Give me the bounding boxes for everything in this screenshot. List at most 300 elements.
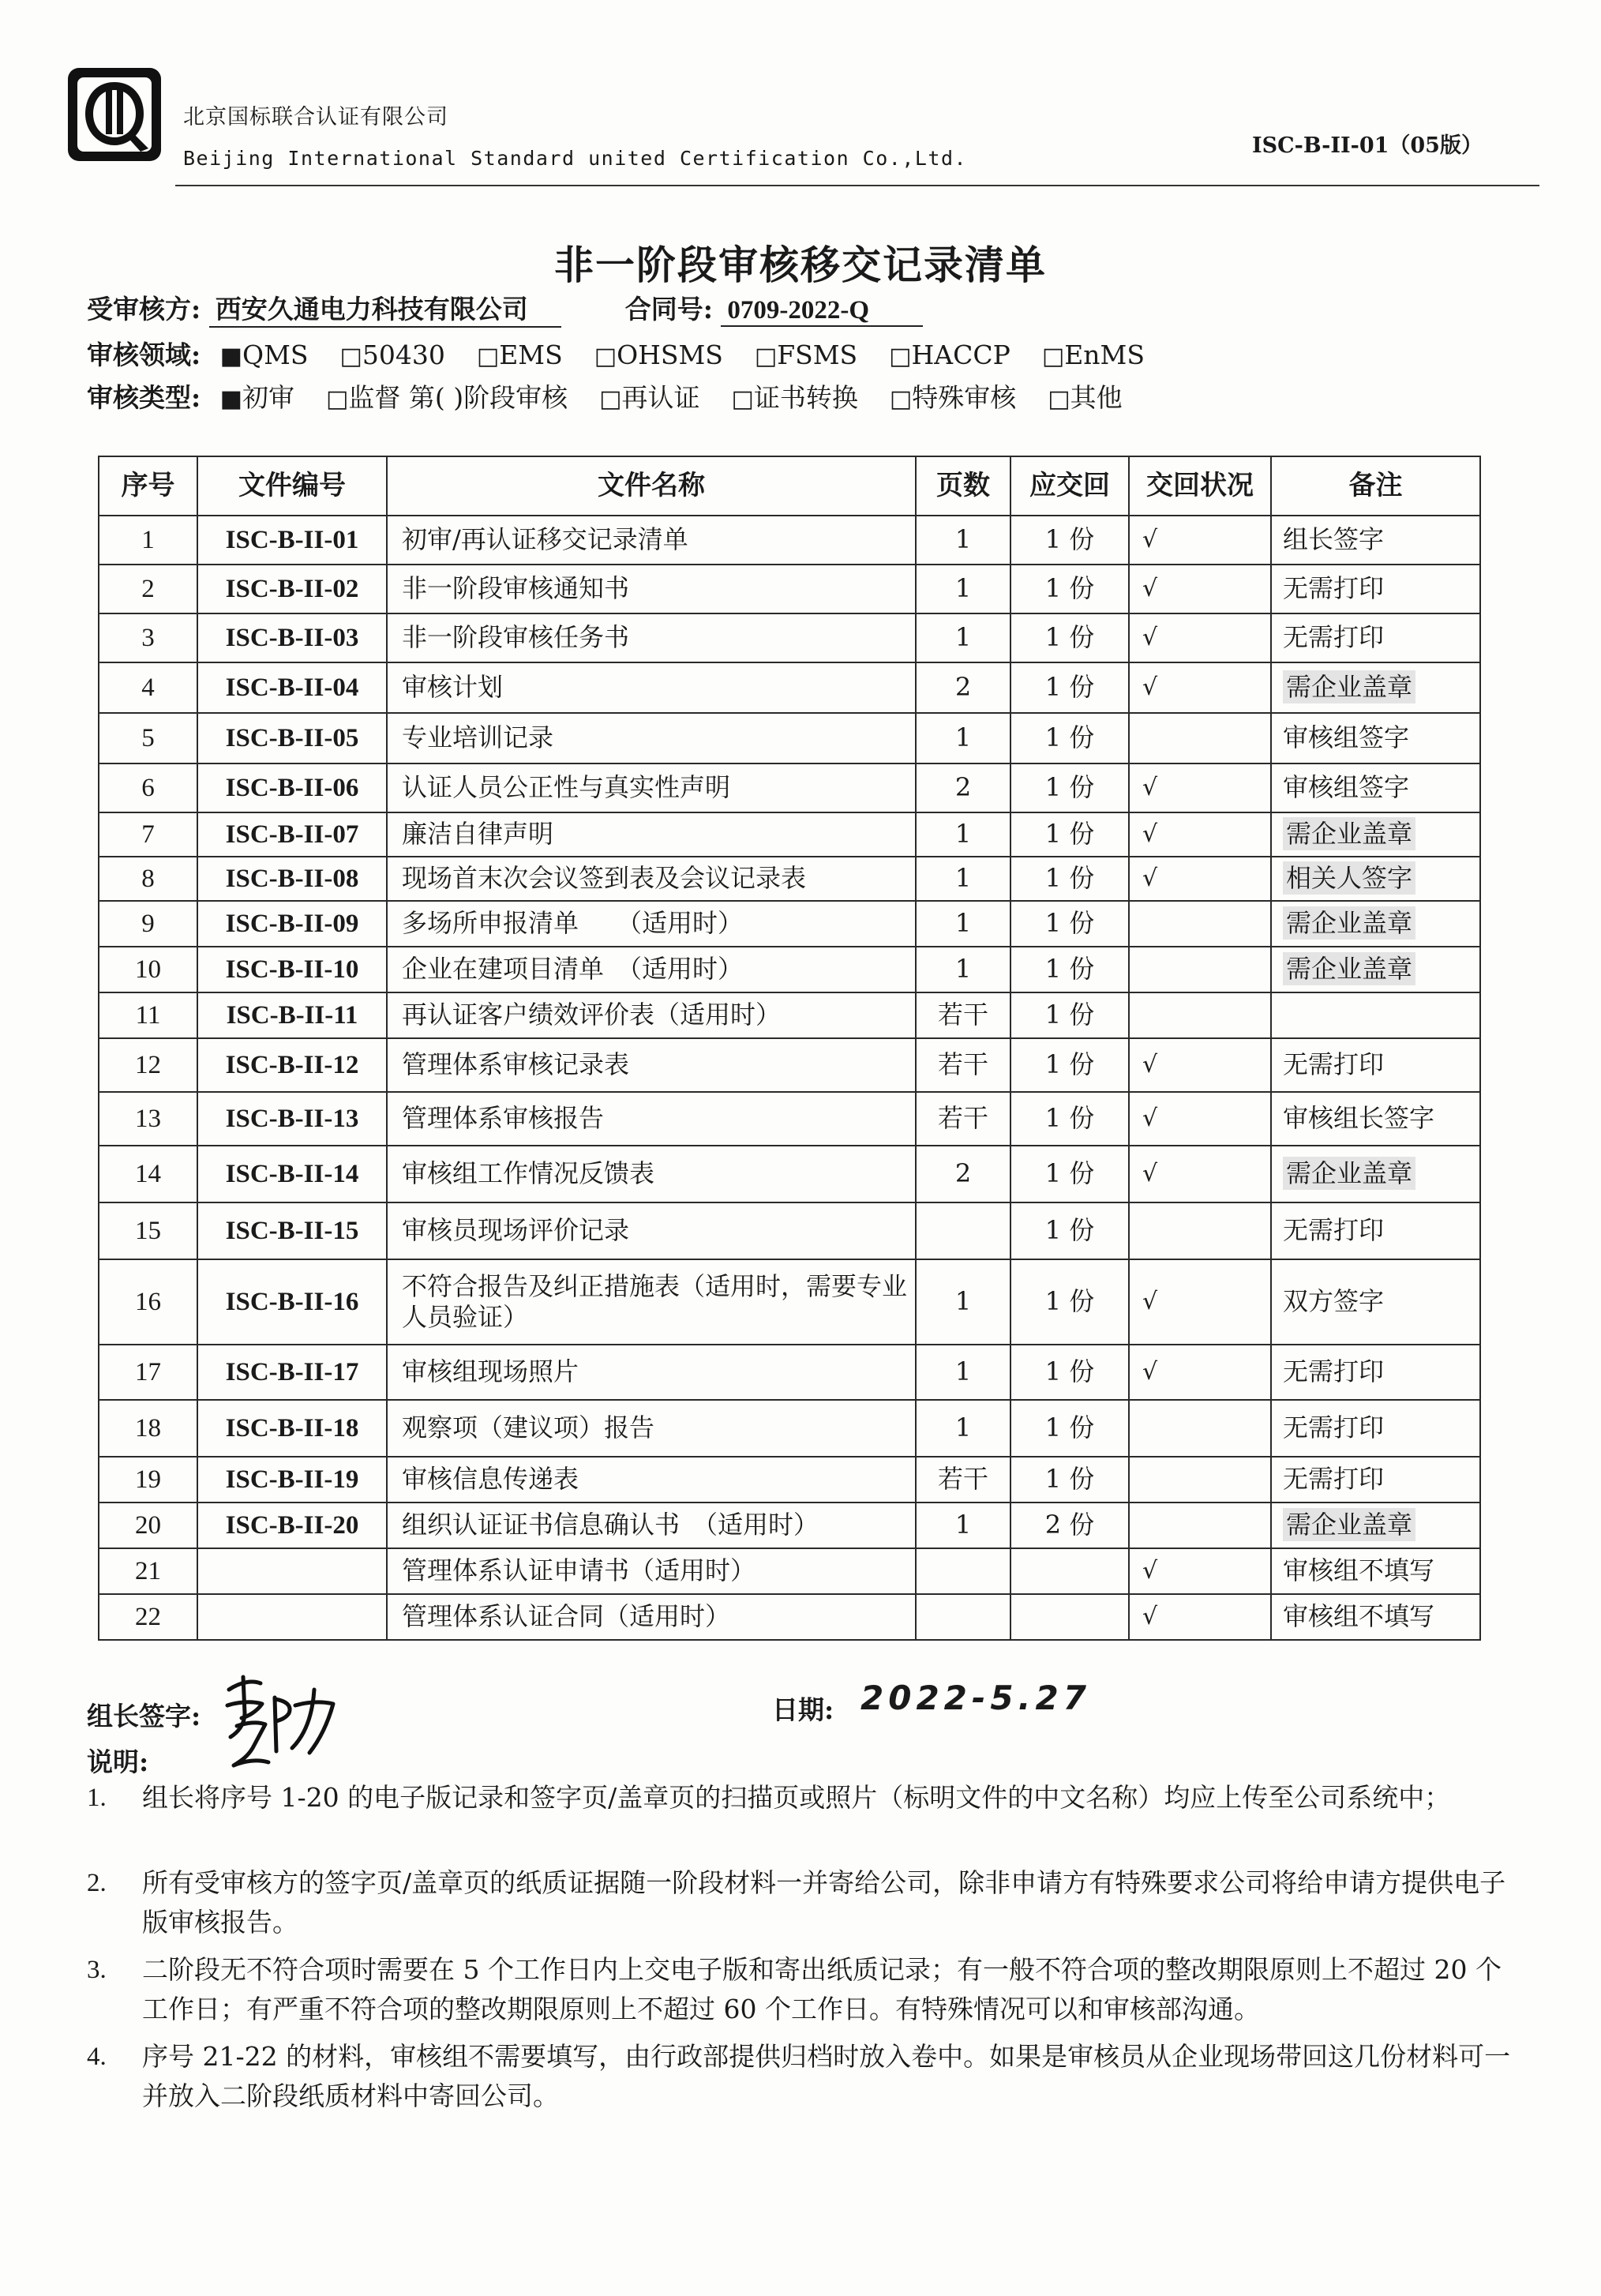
row-number-cell (99, 1345, 197, 1400)
audited-party-value: 西安久通电力科技有限公司 (209, 289, 561, 328)
copies-due-cell (1010, 763, 1129, 812)
remark-cell (1271, 713, 1480, 763)
file-name: 审核信息传递表 (402, 1464, 579, 1495)
file-code-cell (197, 1548, 387, 1594)
page-count-cell (916, 1259, 1010, 1345)
remark-cell (1271, 1457, 1480, 1503)
return-status-cell (1129, 1400, 1271, 1457)
remark: 无需打印 (1283, 622, 1385, 653)
audited-party-row (87, 289, 923, 328)
table-row (99, 1146, 1480, 1202)
file-code: ISC-B-II-20 (225, 1510, 359, 1540)
file-name: 审核组现场照片 (402, 1356, 579, 1387)
table-row (99, 1092, 1480, 1146)
table-row (99, 1548, 1480, 1594)
checkbox-label: HACCP (911, 340, 1010, 370)
return-status-cell (1129, 947, 1271, 992)
checkbox-option (477, 340, 563, 370)
row-number: 17 (135, 1357, 161, 1386)
return-status: √ (1142, 1602, 1158, 1630)
file-name: 多场所申报清单 （适用时） (402, 908, 744, 939)
remark: 需企业盖章 (1283, 952, 1415, 985)
file-name-cell (387, 565, 916, 613)
remark: 需企业盖章 (1283, 1508, 1415, 1541)
file-code: ISC-B-II-04 (225, 673, 359, 702)
file-name-cell (387, 901, 916, 947)
file-code-cell (197, 1345, 387, 1400)
copies-due: 1 份 (1044, 1464, 1095, 1495)
file-code-cell (197, 713, 387, 763)
row-number: 12 (135, 1050, 161, 1079)
page-count-cell (916, 565, 1010, 613)
remark: 无需打印 (1283, 1215, 1385, 1246)
checkbox-mark: □ (594, 343, 617, 370)
return-status-cell (1129, 516, 1271, 565)
date-value: 2022-5.27 (860, 1679, 1091, 1717)
file-code-cell (197, 947, 387, 992)
row-number-cell (99, 613, 197, 662)
checkbox-label: 证书转换 (753, 382, 858, 413)
col-header-pages: 页数 (916, 456, 1010, 516)
page-count-cell (916, 1594, 1010, 1640)
file-name: 认证人员公正性与真实性声明 (402, 772, 731, 803)
page-count-cell (916, 1092, 1010, 1146)
remark-cell (1271, 1038, 1480, 1092)
file-name-cell (387, 516, 916, 565)
file-code: ISC-B-II-01 (225, 525, 359, 554)
file-code-cell (197, 1092, 387, 1146)
remark: 无需打印 (1283, 1356, 1385, 1387)
return-status: √ (1142, 773, 1158, 801)
row-number-cell (99, 516, 197, 565)
row-number: 22 (135, 1602, 161, 1631)
table-row (99, 1594, 1480, 1640)
copies-due: 1 份 (1044, 672, 1095, 703)
row-number-cell (99, 713, 197, 763)
row-number-cell (99, 1457, 197, 1503)
copies-due-cell (1010, 662, 1129, 713)
file-code-cell (197, 1503, 387, 1548)
copies-due-cell (1010, 1594, 1129, 1640)
file-name-cell (387, 1259, 916, 1345)
copies-due: 1 份 (1044, 622, 1095, 653)
file-name: 审核计划 (402, 672, 504, 703)
row-number: 1 (141, 525, 155, 554)
file-name-cell (387, 1594, 916, 1640)
checkbox-option (755, 340, 857, 370)
return-status-cell (1129, 1594, 1271, 1640)
table-row (99, 1259, 1480, 1345)
copies-due-cell (1010, 947, 1129, 992)
page-count: 1 (954, 722, 972, 753)
file-code-cell (197, 1202, 387, 1259)
checkbox-mark: ■ (219, 343, 243, 370)
file-code-cell (197, 1259, 387, 1345)
note-number: 2. (87, 1869, 107, 1897)
remark: 无需打印 (1283, 1464, 1385, 1495)
return-status-cell (1129, 613, 1271, 662)
checkbox-option (889, 340, 1010, 370)
checkbox-option (220, 382, 294, 413)
audit-type-label: 审核类型: (87, 382, 201, 413)
page-count: 1 (954, 908, 972, 939)
remark: 审核组签字 (1283, 772, 1410, 803)
file-name-cell (387, 1202, 916, 1259)
file-name: 专业培训记录 (402, 722, 554, 753)
date-label: 日期: (772, 1694, 834, 1725)
remark-cell (1271, 1594, 1480, 1640)
checkbox-label: EnMS (1064, 340, 1145, 370)
file-code: ISC-B-II-17 (225, 1357, 359, 1386)
checkbox-option (220, 340, 309, 370)
document-title: 非一阶段审核移交记录清单 (554, 242, 1047, 288)
file-code-cell (197, 1400, 387, 1457)
remark-cell (1271, 857, 1480, 901)
file-name-cell (387, 763, 916, 812)
row-number: 13 (135, 1104, 161, 1133)
checkbox-mark: □ (731, 385, 754, 413)
note-item (87, 1950, 1516, 2029)
copies-due: 1 份 (1044, 1412, 1095, 1443)
page-count-cell (916, 857, 1010, 901)
file-name-cell (387, 1345, 916, 1400)
page-count: 若干 (937, 1049, 988, 1080)
row-number-cell (99, 1503, 197, 1548)
file-code: ISC-B-II-09 (225, 909, 359, 938)
file-code: ISC-B-II-13 (225, 1104, 359, 1133)
page-count: 1 (954, 1412, 972, 1443)
audit-type-row (87, 377, 1123, 415)
copies-due-cell (1010, 901, 1129, 947)
copies-due-cell (1010, 1400, 1129, 1457)
checkbox-option (1042, 340, 1145, 370)
copies-due: 1 份 (1044, 772, 1095, 803)
page-count: 若干 (937, 1000, 988, 1030)
file-name-cell (387, 713, 916, 763)
return-status: √ (1142, 525, 1158, 553)
file-code: ISC-B-II-14 (225, 1159, 359, 1188)
file-code: ISC-B-II-11 (226, 1000, 358, 1030)
return-status-cell (1129, 565, 1271, 613)
handover-table (98, 456, 1481, 1641)
table-row (99, 1400, 1480, 1457)
audited-party-label: 受审核方: (87, 294, 201, 325)
copies-due-cell (1010, 516, 1129, 565)
page-count: 1 (954, 524, 972, 555)
file-code: ISC-B-II-18 (225, 1413, 359, 1443)
header-divider (175, 185, 1539, 186)
table-row (99, 1345, 1480, 1400)
file-name-cell (387, 662, 916, 713)
remark-cell (1271, 1345, 1480, 1400)
checkbox-label: QMS (242, 340, 309, 370)
remark: 审核组长签字 (1283, 1103, 1435, 1134)
file-name-cell (387, 1146, 916, 1202)
copies-due-cell (1010, 992, 1129, 1038)
remark-cell (1271, 565, 1480, 613)
page-count-cell (916, 992, 1010, 1038)
page-count-cell (916, 516, 1010, 565)
return-status: √ (1142, 1159, 1158, 1187)
page-count: 1 (954, 863, 972, 894)
table-row (99, 713, 1480, 763)
table-row (99, 992, 1480, 1038)
contract-value: 0709-2022-Q (721, 296, 923, 327)
note-number: 3. (87, 1956, 107, 1984)
file-code: ISC-B-II-07 (225, 820, 359, 849)
copies-due: 1 份 (1044, 524, 1095, 555)
copies-due: 1 份 (1044, 722, 1095, 753)
table-row (99, 1457, 1480, 1503)
file-code-cell (197, 1146, 387, 1202)
checkbox-option (890, 382, 1016, 413)
return-status-cell (1129, 1146, 1271, 1202)
row-number: 6 (141, 773, 155, 802)
col-header-status: 交回状况 (1129, 456, 1271, 516)
file-code: ISC-B-II-19 (225, 1465, 359, 1494)
return-status-cell (1129, 1503, 1271, 1548)
file-code-cell (197, 565, 387, 613)
table-row (99, 1503, 1480, 1548)
checkbox-label: OHSMS (617, 340, 723, 370)
row-number-cell (99, 857, 197, 901)
copies-due-cell (1010, 857, 1129, 901)
remark: 需企业盖章 (1283, 906, 1415, 940)
row-number: 21 (135, 1556, 161, 1585)
file-code-cell (197, 763, 387, 812)
row-number: 5 (141, 723, 155, 752)
return-status: √ (1142, 574, 1158, 602)
file-code: ISC-B-II-16 (225, 1287, 359, 1316)
row-number-cell (99, 662, 197, 713)
table-row (99, 1202, 1480, 1259)
copies-due-cell (1010, 1345, 1129, 1400)
file-code: ISC-B-II-06 (225, 773, 359, 802)
file-name: 初审/再认证移交记录清单 (402, 524, 688, 555)
copies-due-cell (1010, 1548, 1129, 1594)
row-number: 8 (141, 864, 155, 893)
table-row (99, 947, 1480, 992)
page-count: 若干 (937, 1464, 988, 1495)
audit-domain-row (87, 335, 1145, 372)
row-number: 10 (135, 955, 161, 984)
row-number-cell (99, 992, 197, 1038)
row-number: 2 (141, 574, 155, 603)
checkbox-option (732, 382, 858, 413)
leader-signature-label: 组长签字: (87, 1701, 201, 1731)
page-count: 1 (954, 622, 972, 653)
file-code-cell (197, 857, 387, 901)
page-count: 1 (954, 1356, 972, 1387)
checkbox-label: 50430 (362, 340, 445, 370)
remark-cell (1271, 812, 1480, 857)
checkbox-mark: □ (599, 385, 622, 413)
checkbox-label: FSMS (777, 340, 858, 370)
page-count-cell (916, 1503, 1010, 1548)
remark-cell (1271, 901, 1480, 947)
file-code-cell (197, 1457, 387, 1503)
checkbox-option (599, 382, 699, 413)
row-number: 15 (135, 1216, 161, 1245)
copies-due: 1 份 (1044, 1000, 1095, 1030)
page-count-cell (916, 1202, 1010, 1259)
checkbox-mark: □ (339, 343, 362, 370)
col-header-remark: 备注 (1271, 456, 1480, 516)
audit-type-options (209, 382, 1123, 413)
file-name-cell (387, 992, 916, 1038)
row-number-cell (99, 1400, 197, 1457)
file-name: 管理体系认证申请书（适用时） (402, 1555, 756, 1586)
note-text: 组长将序号 1-20 的电子版记录和签字页/盖章页的扫描页或照片（标明文件的中文名称）均应上传至公司系统中； (142, 1782, 1451, 1813)
return-status-cell (1129, 857, 1271, 901)
file-name: 审核员现场评价记录 (402, 1215, 630, 1246)
row-number-cell (99, 1594, 197, 1640)
file-name-cell (387, 947, 916, 992)
checkbox-option (326, 382, 568, 413)
page-count-cell (916, 1345, 1010, 1400)
copies-due: 1 份 (1044, 1158, 1095, 1189)
remark: 相关人签字 (1283, 861, 1415, 895)
page-count: 1 (954, 1510, 972, 1540)
remark-cell (1271, 1503, 1480, 1548)
file-code: ISC-B-II-03 (225, 623, 359, 652)
note-item (87, 2037, 1516, 2116)
note-item (87, 1863, 1516, 1942)
remark-cell (1271, 1259, 1480, 1345)
copies-due: 1 份 (1044, 1215, 1095, 1246)
copies-due: 1 份 (1044, 1356, 1095, 1387)
row-number-cell (99, 901, 197, 947)
checkbox-label: 再认证 (621, 382, 700, 413)
remark: 审核组不填写 (1283, 1555, 1435, 1586)
file-code: ISC-B-II-05 (225, 723, 359, 752)
return-status: √ (1142, 1556, 1158, 1585)
document-number: ISC-B-II-01（05版） (1252, 133, 1483, 158)
row-number-cell (99, 1548, 197, 1594)
row-number-cell (99, 1146, 197, 1202)
file-name: 企业在建项目清单 （适用时） (402, 954, 744, 985)
file-code-cell (197, 1594, 387, 1640)
remark-cell (1271, 613, 1480, 662)
company-name-cn: 北京国标联合认证有限公司 (183, 105, 448, 129)
col-header-name: 文件名称 (387, 456, 916, 516)
table-row (99, 516, 1480, 565)
file-name-cell (387, 1503, 916, 1548)
page-count-cell (916, 1038, 1010, 1092)
page-count: 1 (954, 1286, 972, 1317)
remark: 组长签字 (1283, 524, 1385, 555)
page-count-cell (916, 763, 1010, 812)
return-status-cell (1129, 1457, 1271, 1503)
company-logo (65, 65, 164, 164)
row-number-cell (99, 947, 197, 992)
remark-cell (1271, 947, 1480, 992)
note-item (87, 1778, 1516, 1818)
checkbox-option (1048, 382, 1122, 413)
copies-due-cell (1010, 713, 1129, 763)
checkbox-label: 特殊审核 (912, 382, 1017, 413)
page-count-cell (916, 1548, 1010, 1594)
file-code: ISC-B-II-08 (225, 864, 359, 893)
col-header-code: 文件编号 (197, 456, 387, 516)
row-number: 20 (135, 1510, 161, 1540)
file-code-cell (197, 516, 387, 565)
checkbox-mark: □ (754, 343, 778, 370)
remark-cell (1271, 1202, 1480, 1259)
row-number-cell (99, 1092, 197, 1146)
remark-cell (1271, 763, 1480, 812)
copies-due-cell (1010, 812, 1129, 857)
page-count-cell (916, 613, 1010, 662)
col-header-no: 序号 (99, 456, 197, 516)
return-status: √ (1142, 1050, 1158, 1079)
page-count: 1 (954, 954, 972, 985)
file-name-cell (387, 812, 916, 857)
checkbox-mark: □ (889, 385, 913, 413)
note-number: 1. (87, 1784, 107, 1812)
table-row (99, 901, 1480, 947)
row-number: 18 (135, 1413, 161, 1443)
return-status-cell (1129, 1345, 1271, 1400)
file-name: 审核组工作情况反馈表 (402, 1158, 655, 1189)
page-count-cell (916, 713, 1010, 763)
table-row (99, 1038, 1480, 1092)
return-status-cell (1129, 1548, 1271, 1594)
file-name: 廉洁自律声明 (402, 819, 554, 850)
table-row (99, 565, 1480, 613)
checkbox-mark: □ (1048, 385, 1070, 413)
copies-due-cell (1010, 1092, 1129, 1146)
contract-label: 合同号: (624, 294, 713, 325)
copies-due: 1 份 (1044, 908, 1095, 939)
checkbox-option (340, 340, 445, 370)
remark: 无需打印 (1283, 1412, 1385, 1443)
file-code: ISC-B-II-02 (225, 574, 359, 603)
file-code: ISC-B-II-15 (225, 1216, 359, 1245)
page-count: 1 (954, 573, 972, 604)
copies-due: 1 份 (1044, 819, 1095, 850)
row-number-cell (99, 565, 197, 613)
remark: 需企业盖章 (1283, 1157, 1415, 1190)
table-row (99, 613, 1480, 662)
page-count: 2 (954, 772, 972, 803)
file-code-cell (197, 1038, 387, 1092)
return-status-cell (1129, 812, 1271, 857)
remark: 无需打印 (1283, 1049, 1385, 1080)
return-status-cell (1129, 992, 1271, 1038)
remark-cell (1271, 662, 1480, 713)
return-status: √ (1142, 1287, 1158, 1315)
checkbox-mark: □ (1041, 343, 1065, 370)
table-row (99, 812, 1480, 857)
page-count: 1 (954, 819, 972, 850)
checkbox-label: 监督 第( )阶段审核 (348, 382, 568, 413)
row-number: 11 (135, 1000, 161, 1030)
remark: 需企业盖章 (1283, 817, 1415, 850)
file-name: 组织认证证书信息确认书 （适用时） (402, 1510, 819, 1540)
remark-cell (1271, 1400, 1480, 1457)
page-count-cell (916, 812, 1010, 857)
row-number: 16 (135, 1287, 161, 1316)
file-code-cell (197, 901, 387, 947)
file-name: 不符合报告及纠正措施表（适用时，需要专业人员验证） (402, 1270, 908, 1332)
note-text: 二阶段无不符合项时需要在 5 个工作日内上交电子版和寄出纸质记录；有一般不符合项的整改期限原则上不超过 20 个工作日；有严重不符合项的整改期限原则上不超过 60 个工作日。有特殊情况可以和审核部沟通。 (142, 1954, 1502, 2024)
row-number-cell (99, 812, 197, 857)
checkbox-mark: ■ (219, 385, 243, 413)
copies-due: 1 份 (1044, 863, 1095, 894)
table-row (99, 857, 1480, 901)
copies-due-cell (1010, 1457, 1129, 1503)
